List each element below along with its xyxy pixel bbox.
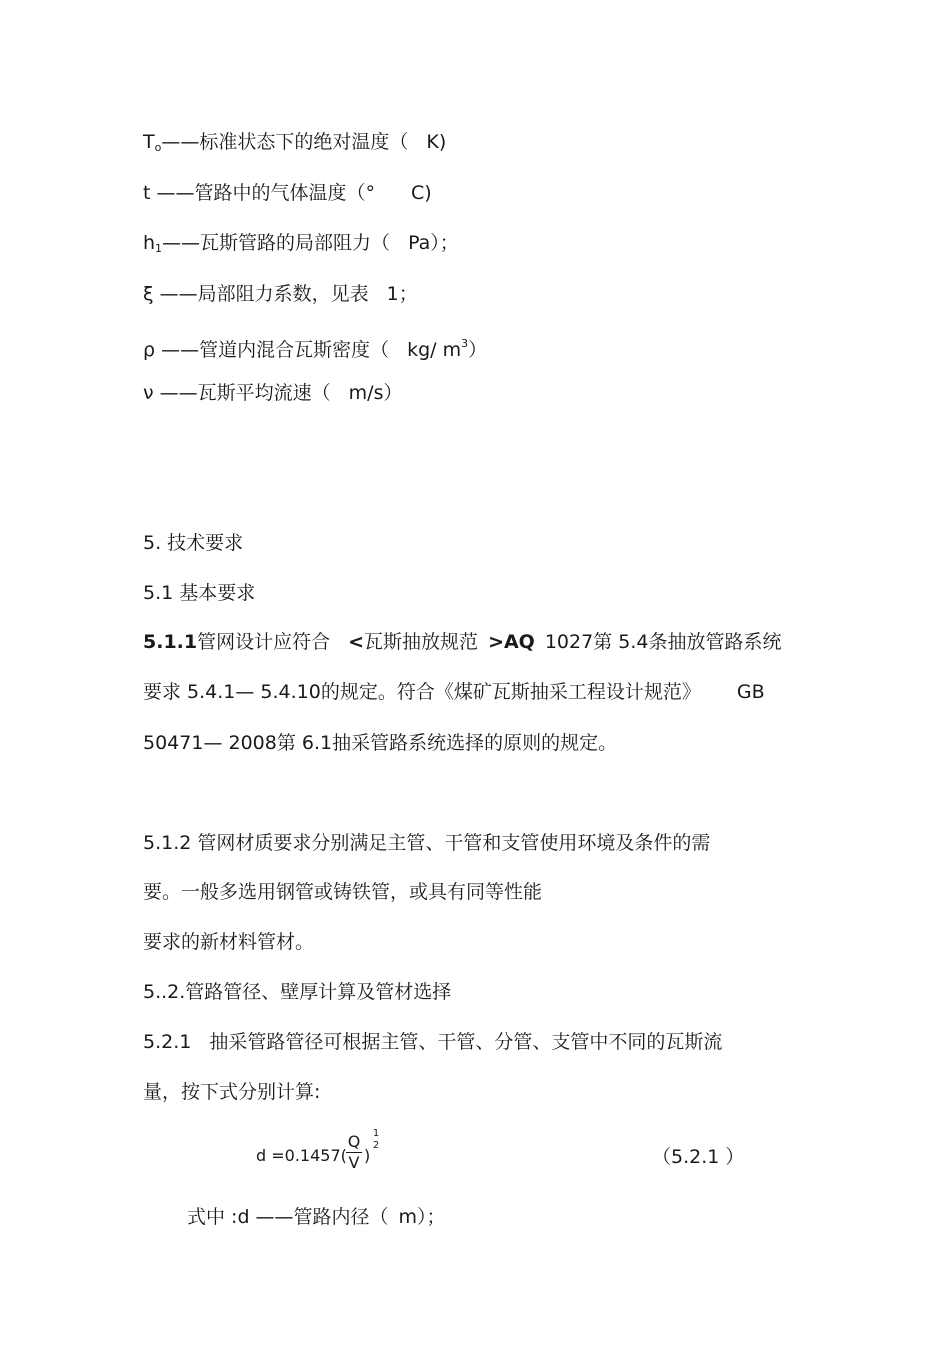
para-5-1-2-line1: 5.1.2 管网材质要求分别满足主管、干管和支管使用环境及条件的需 — [143, 832, 711, 854]
symbol-def-rho — [143, 332, 487, 362]
symbol-desc: ——瓦斯管路的局部阻力（ — [162, 232, 391, 254]
formula-number: （5.2.1 ） — [652, 1146, 745, 1168]
fraction-numerator: Q — [347, 1132, 361, 1151]
symbol-desc: ——管道内混合瓦斯密度（ — [155, 339, 390, 361]
symbol: ν — [143, 382, 154, 404]
where-clause — [187, 1205, 446, 1229]
text: >AQ — [488, 631, 535, 653]
symbol-def-xi — [143, 282, 418, 306]
section-5-2-heading: 5..2.管路管径、壁厚计算及管材选择 — [143, 981, 452, 1003]
symbol-subscript: 1 — [155, 242, 163, 255]
clause-number: 5.2.1 — [143, 1031, 192, 1053]
section-5-heading: 5. 技术要求 — [143, 532, 244, 554]
formula-exponent — [371, 1128, 381, 1152]
exponent-numerator: 1 — [372, 1128, 380, 1139]
formula-fraction — [344, 1132, 364, 1173]
symbol-unit: 1； — [386, 283, 418, 305]
symbol-unit: m/s） — [348, 382, 403, 404]
symbol-def-h1 — [143, 231, 459, 261]
symbol-def-T0 — [143, 130, 446, 160]
text: 要求 5.4.1— 5.4.10的规定。符合《煤矿瓦斯抽采工程设计规范》 — [143, 681, 701, 703]
para-5-2-1-line1 — [143, 1030, 722, 1054]
symbol: t — [143, 182, 151, 204]
symbol-unit: C) — [411, 182, 432, 204]
text: 管网设计应符合 — [197, 631, 331, 653]
para-5-1-1-line3: 50471— 2008第 6.1抽采管路系统选择的原则的规定。 — [143, 732, 618, 754]
formula-close-paren: ) — [364, 1146, 371, 1165]
clause-number: 5.1.1 — [143, 631, 198, 653]
section-5-1-heading: 5.1 基本要求 — [143, 582, 256, 604]
para-5-1-1-line1 — [143, 630, 781, 654]
symbol: ξ — [143, 283, 154, 305]
text: 瓦斯抽放规范 — [364, 631, 479, 653]
symbol-unit: Pa）； — [408, 232, 459, 254]
text: < — [348, 631, 365, 653]
text: 抽采管路管径可根据主管、干管、分管、支管中不同的瓦斯流 — [209, 1031, 723, 1053]
text: GB — [736, 681, 765, 703]
symbol-def-t — [143, 181, 432, 205]
symbol: T — [143, 131, 155, 153]
exponent-denominator: 2 — [372, 1140, 380, 1151]
formula-lhs: d =0.1457( — [256, 1146, 347, 1165]
text: 1027第 5.4条抽放管路系统 — [544, 631, 782, 653]
text: 式中 :d ——管路内径（ — [187, 1206, 389, 1228]
para-5-1-2-line3: 要求的新材料管材。 — [143, 931, 315, 953]
fraction-denominator: V — [348, 1153, 360, 1172]
para-5-1-2-line2: 要。一般多选用钢管或铸铁管，或具有同等性能 — [143, 881, 543, 903]
para-5-1-1-line2 — [143, 680, 765, 704]
symbol-unit-tail: ） — [468, 339, 488, 361]
symbol-desc: ——瓦斯平均流速（ — [153, 382, 331, 404]
symbol-def-nu — [143, 381, 402, 405]
symbol-superscript: 3 — [461, 337, 469, 350]
symbol-subscript: o — [154, 141, 162, 154]
symbol: ρ — [143, 339, 156, 361]
symbol: h — [143, 232, 156, 254]
symbol-unit: K) — [426, 131, 447, 153]
text: m）； — [398, 1206, 446, 1228]
symbol-desc: ——局部阻力系数，见表 — [153, 283, 369, 305]
symbol-desc: ——标准状态下的绝对温度（ — [161, 131, 409, 153]
symbol-unit: kg/ m — [407, 339, 462, 361]
symbol-desc: ——管路中的气体温度（° — [150, 182, 375, 204]
para-5-2-1-line2: 量，按下式分别计算: — [143, 1081, 321, 1103]
